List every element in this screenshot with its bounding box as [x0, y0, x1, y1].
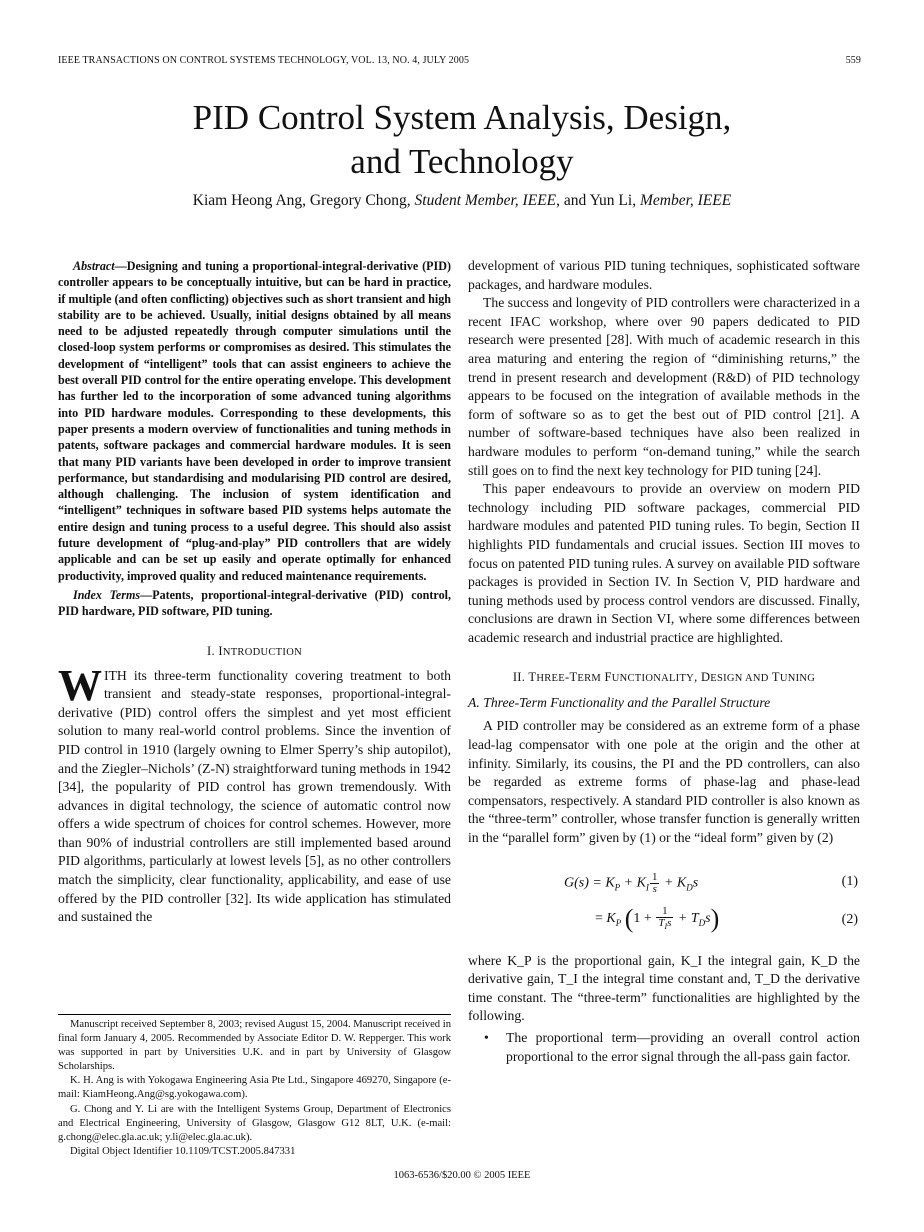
abstract-text: —Designing and tuning a proportional-integral-derivative (PID) controller appears to be conceptually intuitive, but can be hard in practice, if multiple (and often conflicting) objectives such as short transient and high stability are to be achieved. Usually, initial designs obtained by all means need to be adjusted repeatedly through computer simulations until the closed-loop system performs or compromises as desired. This stimulates the development of “intelligent” tools that can assist engineers to achieve the best overall PID control for the entire operating envelope. This development has further led to the incorporation of some advanced tuning algorithms into PID hardware modules. Corresponding to these developments, this paper presents a modern overview of functionalities and tuning methods in patents, software packages and commercial hardware modules. It is seen that many PID variants have been developed in order to improve transient performance, but standardising and modularising PID control are desired, although challenging. The inclusion of system identification and “intelligent” techniques in software based PID systems helps automate the entire design and tuning process to a useful degree. This should also assist future development of “plug-and-play” PID controllers that are widely applicable and can be set up easily and operate optimally for enhanced productivity, improved quality and reduced maintenance requirements. — [58, 259, 451, 583]
abstract-lead: Abstract — [73, 259, 115, 273]
left-column — [58, 258, 451, 927]
intro-paragraph: ITH its three-term functionality covering treatment to both transient and steady-state responses, proportional-integral-derivative (PID) control offers the simplest and yet most efficient solution to many real-world control problems. Since the invention of PID control in 1910 (largely owning to Elmer Sperry’s ship autopilot), and the Ziegler–Nichols’ (Z-N) straightforward tuning methods in 1942 [34], the popularity of PID control has grown tremendously. With advances in digital technology, the science of automatic control now offers a wide spectrum of choices for control schemes. However, more than 90% of industrial controllers are still implemented based around PID algorithms, particularly at lowest levels [5], as no other controllers match the simplicity, clear functionality, applicability, and ease of use offered by the PID controller [32]. Its wide application has stimulated and sustained the — [58, 667, 451, 925]
equation-1: $G(s) = K_P + K_I$ $\frac{1}{s}$ + $K_Ds$ (1) — [564, 870, 858, 895]
title-line-1: PID Control System Analysis, Design, — [192, 98, 732, 137]
intro-block — [58, 660, 451, 927]
equation-2-number: (2) — [841, 911, 858, 927]
footnote-manuscript: Manuscript received September 8, 2003; revised August 15, 2004. Manuscript received in final form January 4, 2005. Recommended by Associate Editor D. W. Repperger. This work was supported in part by Universities U.K. and in part by University of Glasgow Scholarships. — [58, 1019, 451, 1073]
drop-cap: W — [58, 660, 102, 710]
section-2-paragraph-2: where K_P is the proportional gain, K_I the integral gain, K_D the derivative gain, T_I the integral time constant and, T_D the derivative time constant. The “three-term” functionalities are highlighted by the following. — [468, 952, 860, 1024]
subsection-a-heading: A. Three-Term Functionality and the Parallel Structure — [468, 695, 771, 711]
bullet-text: The proportional term—providing an overall control action proportional to the error signal through the all-pass gain factor. — [506, 1030, 860, 1064]
equation-1-number: (1) — [841, 873, 858, 889]
equations — [468, 866, 860, 942]
footnote-doi: Digital Object Identifier 10.1109/TCST.2005.847331 — [70, 1145, 296, 1157]
intro-continued: development of various PID tuning techniques, sophisticated software packages, and hardware modules. — [468, 258, 860, 292]
author-names-1: Kiam Heong Ang, Gregory Chong — [192, 192, 407, 209]
section-2-heading: II. THREE-TERM FUNCTIONALITY, DESIGN AND TUNING — [512, 670, 816, 685]
footnotes — [58, 1014, 451, 1159]
footnote-chong-li: G. Chong and Y. Li are with the Intelligent Systems Group, Department of Electronics and Electrical Engineering, University of Glasgow, Glasgow G12 8LT, U.K. (e-mail: g.chong@elec.gla.ac.uk; y.li@elec.gla.ac.uk). — [58, 1103, 451, 1143]
footnote-ang: K. H. Ang is with Yokogawa Engineering Asia Pte Ltd., Singapore 469270, Singapore (e-mail: KiamHeong.Ang@sg.yokogawa.com). — [58, 1075, 451, 1101]
running-header — [58, 55, 861, 69]
paper-title — [0, 96, 924, 184]
author-list — [0, 192, 924, 210]
journal-name: IEEE TRANSACTIONS ON CONTROL SYSTEMS TECHNOLOGY, VOL. 13, NO. 4, JULY 2005 — [58, 55, 470, 66]
copyright-footer: 1063-6536/$20.00 © 2005 IEEE — [393, 1170, 531, 1181]
abstract — [58, 258, 451, 584]
page-number: 559 — [845, 55, 861, 66]
intro-paragraph-2: The success and longevity of PID controllers were characterized in a recent IFAC workshop, where over 90 papers dedicated to PID research were presented [28]. With much of academic research in this area maturing and entering the region of “diminishing returns,” the trend in present research and development (R&D) of PID technology appears to be focused on the integration of available methods in the form of software so as to get the best out of PID control [21]. A number of software-based techniques have also been realized in hardware modules to perform “on-demand tuning,” while the search still goes on to find the next key technology for PID tuning [24]. — [468, 295, 860, 478]
index-terms-lead: Index Terms — [73, 587, 141, 602]
equation-2: = $K_P$ (1 + $\frac{1}{T_Is}$ + $T_Ds$) (2) — [595, 903, 858, 933]
section-2-paragraph-1: A PID controller may be considered as an extreme form of a phase lead-lag compensator with one pole at the origin and the other at infinity. Similarly, its cousins, the PI and the PD controllers, can also be regarded as extreme forms of phase-lag and phase-lead compensators, respectively. A standard PID controller is also known as the “three-term” controller, whose transfer function is generally written in the “parallel form” given by (1) or the “ideal form” given by (2) — [468, 718, 860, 846]
section-1-heading: I. INTRODUCTION — [207, 643, 302, 658]
title-line-2: and Technology — [350, 142, 574, 181]
index-terms — [58, 587, 451, 620]
author-role-2: , Member, IEEE — [632, 192, 732, 209]
author-names-2: , and Yun Li — [556, 192, 633, 209]
author-role-1: , Student Member, IEEE — [406, 192, 557, 209]
intro-paragraph-3: This paper endeavours to provide an overview on modern PID technology including PID software packages, commercial PID hardware modules and patented PID tuning rules. To begin, Section II highlights PID fundamentals and crucial issues. Section III moves to focus on patented PID tuning rules. A survey on available PID software packages is provided in Section IV. In Section V, PID hardware and tuning methods used by process control vendors are discussed. Finally, conclusions are drawn in Section VI, where some differences between academic research and industrial practice are highlighted. — [468, 481, 860, 645]
right-column — [468, 257, 860, 1066]
bullet-dot-icon: • — [484, 1030, 489, 1045]
bullet-proportional-term — [468, 1029, 860, 1066]
index-terms-text: —Patents, proportional-integral-derivative (PID) control, PID hardware, PID software, PID tuning. — [58, 587, 452, 619]
